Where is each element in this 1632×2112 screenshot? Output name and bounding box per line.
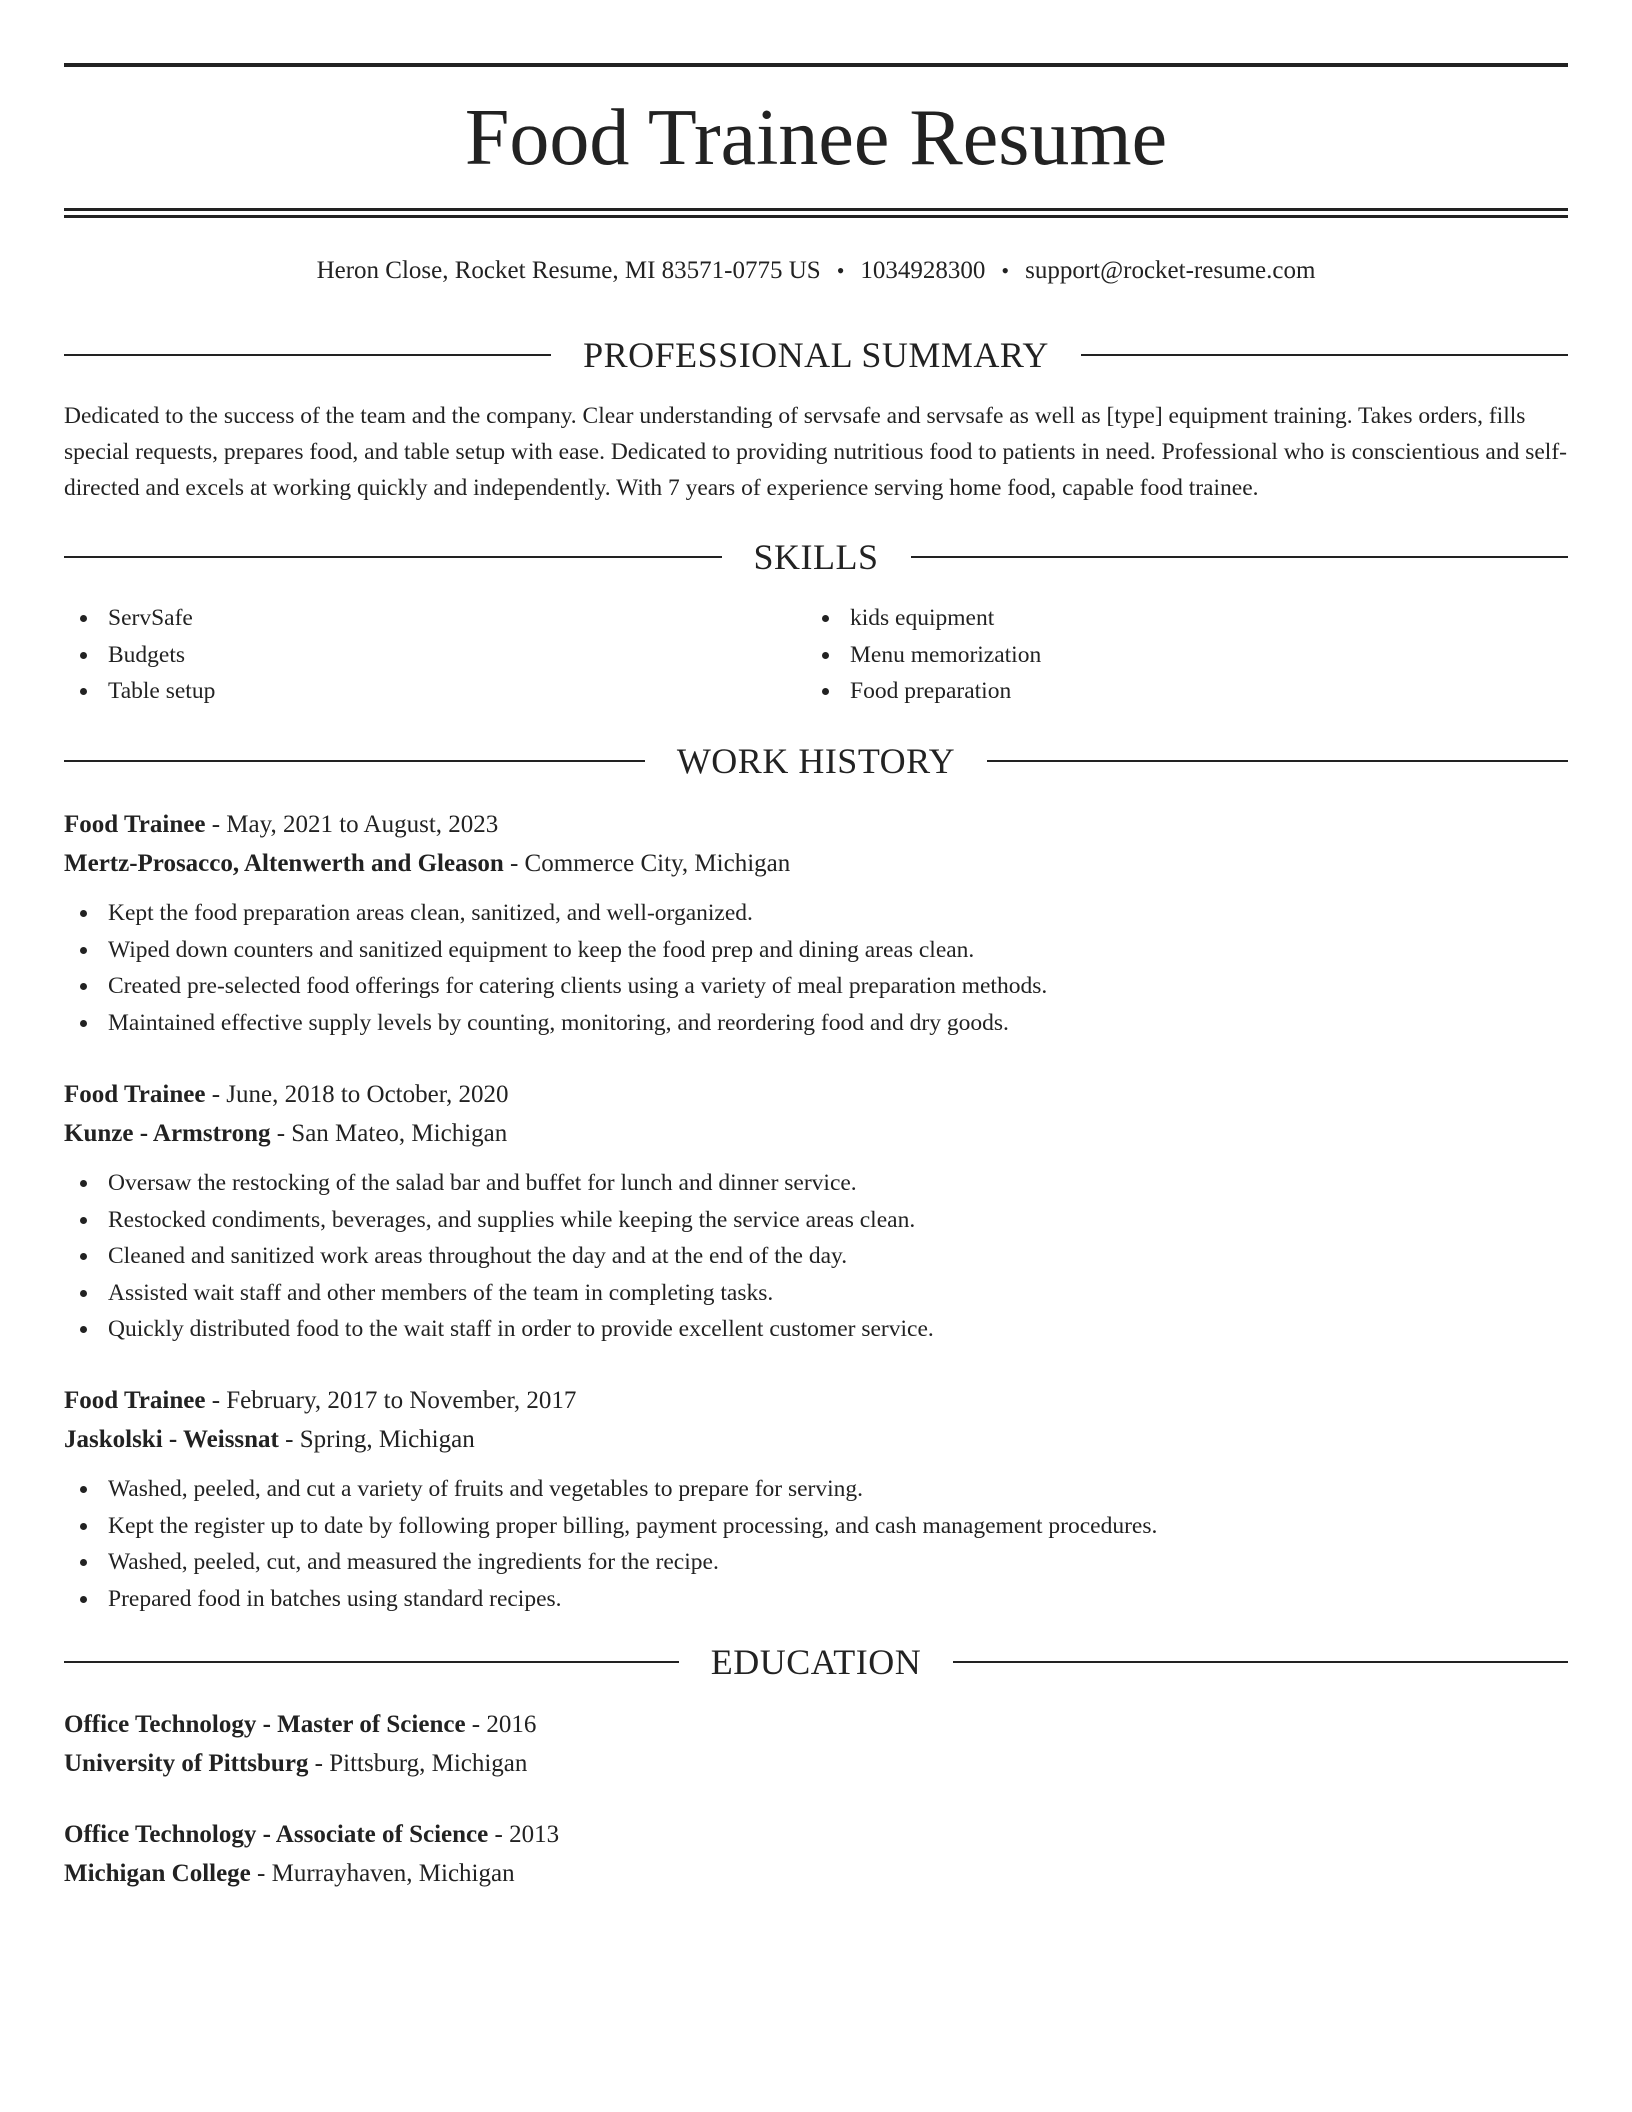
section-rule-left xyxy=(64,354,551,356)
header-top-rule xyxy=(64,63,1568,67)
education-location: - Murrayhaven, Michigan xyxy=(250,1860,515,1887)
education-degree: Office Technology - Associate of Science xyxy=(64,1821,489,1848)
job-company-line xyxy=(64,844,1568,883)
job-duty-item: Created pre-selected food offerings for catering clients using a variety of meal preparation methods. xyxy=(64,968,1568,1005)
education-year: - 2016 xyxy=(465,1711,537,1738)
education-school-line xyxy=(64,1744,1568,1783)
job-duty-item: Kept the food preparation areas clean, sanitized, and well-organized. xyxy=(64,895,1568,932)
job-duty-item: Wiped down counters and sanitized equipment to keep the food prep and dining areas clean. xyxy=(64,932,1568,969)
section-heading-skills xyxy=(64,533,1568,581)
job-duty-item: Washed, peeled, and cut a variety of fruits and vegetables to prepare for serving. xyxy=(64,1471,1568,1508)
section-heading-education xyxy=(64,1638,1568,1686)
contact-separator: • xyxy=(836,258,845,283)
education-entry xyxy=(64,1815,1568,1893)
job-duty-item: Cleaned and sanitized work areas throughout the day and at the end of the day. xyxy=(64,1238,1568,1275)
section-title: EDUCATION xyxy=(710,1642,922,1682)
resume-title: Food Trainee Resume xyxy=(464,94,1168,182)
job-duty-item: Maintained effective supply levels by counting, monitoring, and reordering food and dry goods. xyxy=(64,1005,1568,1042)
job-entry xyxy=(64,1381,1568,1617)
education-degree-line xyxy=(64,1705,1568,1744)
education-school-line xyxy=(64,1854,1568,1893)
job-title-line xyxy=(64,805,1568,844)
contact-address: Heron Close, Rocket Resume, MI 83571-0775 US xyxy=(316,257,821,284)
job-duty-item: Prepared food in batches using standard recipes. xyxy=(64,1581,1568,1618)
job-duty-item: Oversaw the restocking of the salad bar and buffet for lunch and dinner service. xyxy=(64,1165,1568,1202)
job-location: - San Mateo, Michigan xyxy=(270,1120,508,1147)
section-rule-right xyxy=(953,1661,1568,1663)
contact-separator: • xyxy=(1001,258,1010,283)
job-duty-item: Quickly distributed food to the wait staff in order to provide excellent customer service. xyxy=(64,1311,1568,1348)
header-bottom-rule xyxy=(64,208,1568,211)
job-title-line xyxy=(64,1381,1568,1420)
job-company: Jaskolski - Weissnat xyxy=(64,1426,279,1453)
education-degree: Office Technology - Master of Science xyxy=(64,1711,466,1738)
skill-item: Budgets xyxy=(64,637,806,674)
job-duties xyxy=(64,1165,1568,1348)
job-duty-item: Kept the register up to date by following proper billing, payment processing, and cash management procedures. xyxy=(64,1508,1568,1545)
job-company-line xyxy=(64,1114,1568,1153)
section-heading-summary xyxy=(64,331,1568,379)
education-year: - 2013 xyxy=(488,1821,560,1848)
skill-item: kids equipment xyxy=(806,600,1548,637)
job-title: Food Trainee xyxy=(64,1387,206,1414)
education-school: Michigan College xyxy=(64,1860,251,1887)
job-title: Food Trainee xyxy=(64,1081,206,1108)
education-entry xyxy=(64,1705,1568,1783)
section-title: SKILLS xyxy=(753,537,879,577)
job-location: - Commerce City, Michigan xyxy=(503,850,791,877)
education-degree-line xyxy=(64,1815,1568,1854)
section-rule-right xyxy=(911,556,1569,558)
job-company: Mertz-Prosacco, Altenwerth and Gleason xyxy=(64,850,504,877)
section-rule-right xyxy=(987,760,1568,762)
skills-column-left xyxy=(64,600,806,710)
section-rule-left xyxy=(64,760,645,762)
section-rule-left xyxy=(64,1661,679,1663)
job-title: Food Trainee xyxy=(64,811,206,838)
job-company: Kunze - Armstrong xyxy=(64,1120,271,1147)
contact-phone: 1034928300 xyxy=(860,257,986,284)
job-title-line xyxy=(64,1075,1568,1114)
section-rule-left xyxy=(64,556,722,558)
skill-item: Menu memorization xyxy=(806,637,1548,674)
job-entry xyxy=(64,1075,1568,1348)
contact-email: support@rocket-resume.com xyxy=(1025,257,1316,284)
section-heading-work xyxy=(64,737,1568,785)
section-rule-right xyxy=(1081,354,1568,356)
skills-column-right xyxy=(806,600,1548,710)
job-duty-item: Restocked condiments, beverages, and supplies while keeping the service areas clean. xyxy=(64,1202,1568,1239)
education-location: - Pittsburg, Michigan xyxy=(308,1750,528,1777)
skill-item: Table setup xyxy=(64,673,806,710)
job-company-line xyxy=(64,1420,1568,1459)
skills-list xyxy=(64,600,1568,710)
section-title: PROFESSIONAL SUMMARY xyxy=(583,335,1049,375)
contact-line xyxy=(64,254,1568,288)
job-dates: - June, 2018 to October, 2020 xyxy=(205,1081,509,1108)
skill-item: Food preparation xyxy=(806,673,1548,710)
header-bottom-rule-inner xyxy=(64,215,1568,218)
job-dates: - May, 2021 to August, 2023 xyxy=(205,811,499,838)
job-entry xyxy=(64,805,1568,1041)
skill-item: ServSafe xyxy=(64,600,806,637)
job-location: - Spring, Michigan xyxy=(278,1426,475,1453)
job-duty-item: Washed, peeled, cut, and measured the ingredients for the recipe. xyxy=(64,1544,1568,1581)
education-school: University of Pittsburg xyxy=(64,1750,309,1777)
summary-text: Dedicated to the success of the team and the company. Clear understanding of servsafe and servsafe as well as [type] equipment training. Takes orders, fills special requests, prepares food, and table setup with ease. Dedicated to providing nutritious food to patients in need. Professional who is conscientious and self-directed and excels at working quickly and independently. With 7 years of experience serving home food, capable food trainee. xyxy=(64,403,1567,501)
job-duty-item: Assisted wait staff and other members of the team in completing tasks. xyxy=(64,1275,1568,1312)
job-duties xyxy=(64,1471,1568,1617)
section-title: WORK HISTORY xyxy=(676,741,956,781)
job-dates: - February, 2017 to November, 2017 xyxy=(205,1387,577,1414)
job-duties xyxy=(64,895,1568,1041)
